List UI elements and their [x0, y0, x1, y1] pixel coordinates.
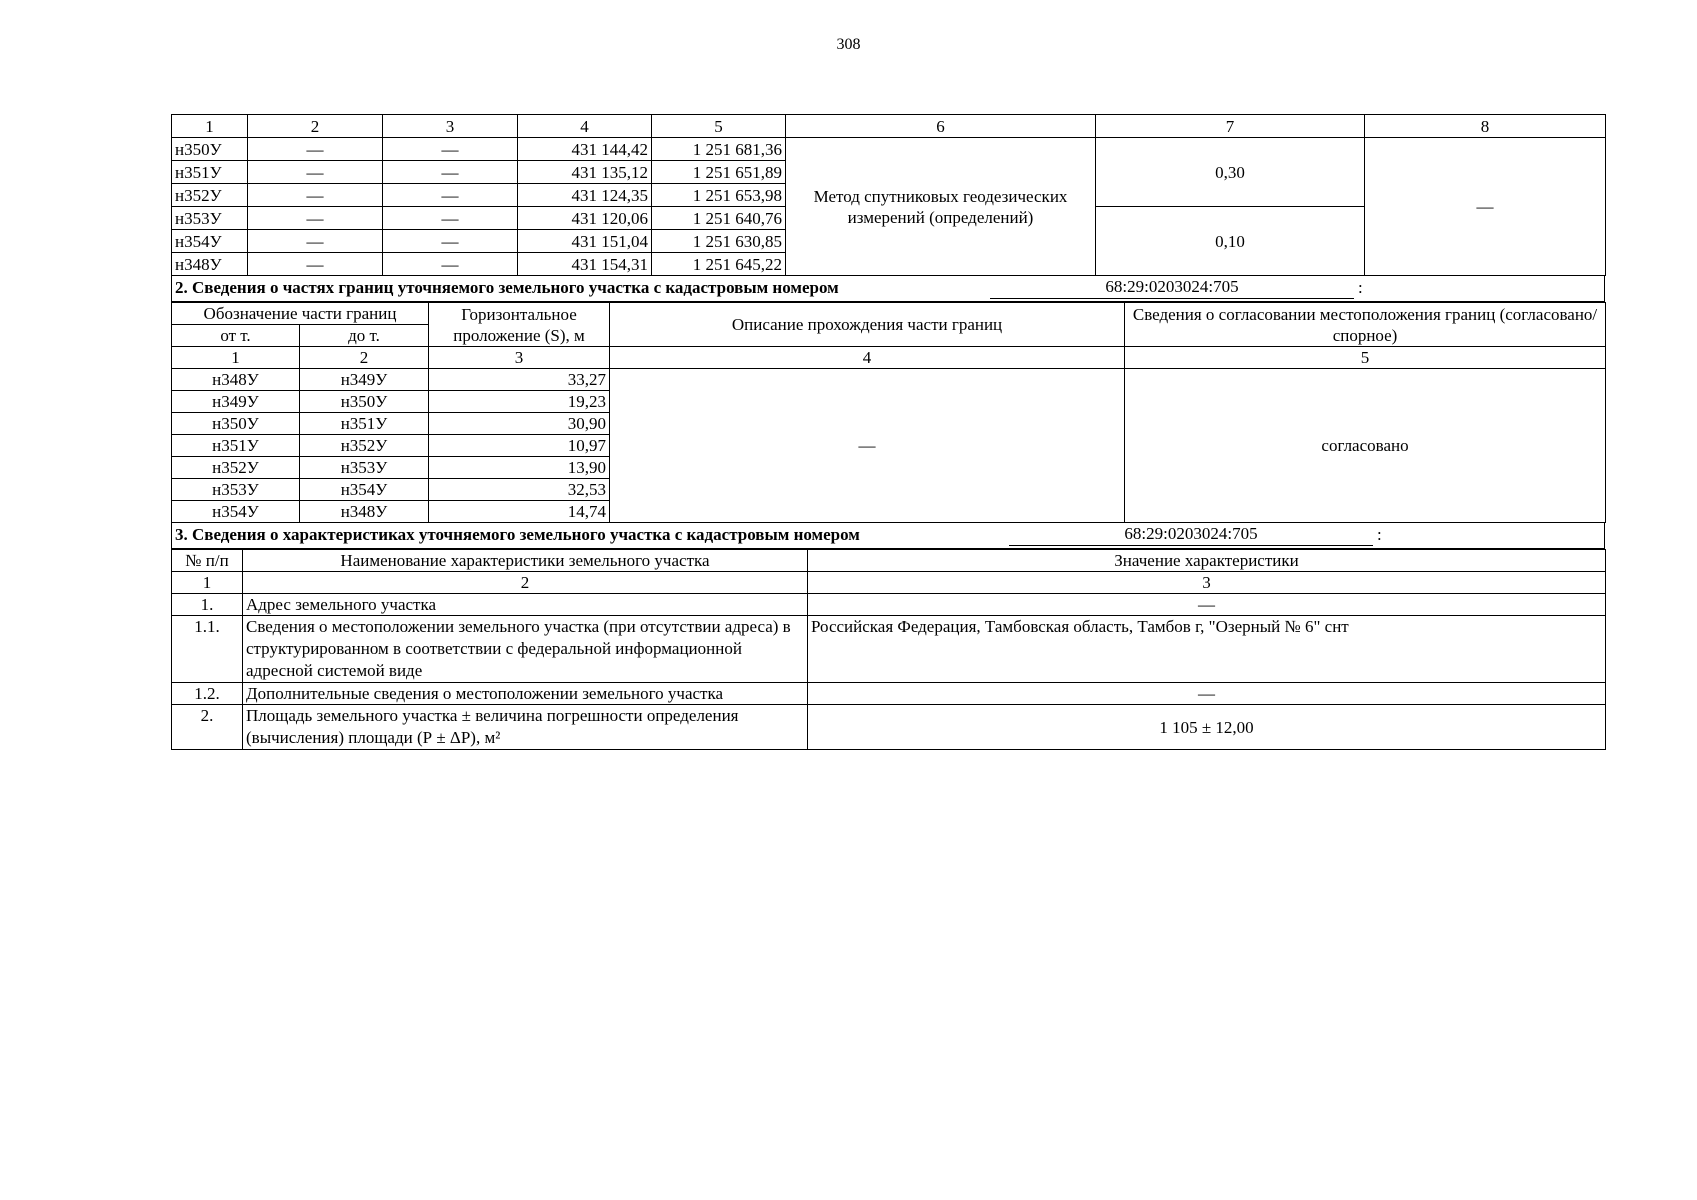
- characteristics-number-row: [172, 572, 1606, 594]
- section2-colon: :: [1358, 278, 1363, 297]
- point-name: н354У: [172, 230, 248, 253]
- table-row: [172, 705, 1606, 750]
- characteristic-value: —: [808, 594, 1606, 616]
- cell-dash: —: [383, 207, 518, 230]
- col-header: 8: [1365, 115, 1606, 138]
- point-name: н351У: [172, 161, 248, 184]
- characteristic-value: —: [808, 683, 1606, 705]
- length-value: 30,90: [429, 413, 610, 435]
- coordinates-header-row: [172, 115, 1606, 138]
- col-header: 4: [518, 115, 652, 138]
- characteristic-name: Площадь земельного участка ± величина погрешности определения (вычисления) площади (Р ± ΔР), м²: [243, 705, 808, 750]
- coordinates-table: [171, 114, 1606, 276]
- coord-y: 1 251 630,85: [652, 230, 786, 253]
- coord-x: 431 135,12: [518, 161, 652, 184]
- cell-dash: —: [248, 207, 383, 230]
- to-point: н354У: [300, 479, 429, 501]
- col-number: 3: [429, 347, 610, 369]
- to-point: н351У: [300, 413, 429, 435]
- characteristics-table: [171, 549, 1606, 750]
- coord-x: 431 151,04: [518, 230, 652, 253]
- cell-dash: —: [248, 253, 383, 276]
- col-number: 5: [1125, 347, 1606, 369]
- header-name: Наименование характеристики земельного участка: [243, 550, 808, 572]
- col-header: 6: [786, 115, 1096, 138]
- coord-x: 431 144,42: [518, 138, 652, 161]
- cell-dash: —: [383, 138, 518, 161]
- row-number: 2.: [172, 705, 243, 750]
- section3-heading: [171, 523, 1605, 549]
- page-number: 308: [836, 36, 861, 53]
- length-value: 10,97: [429, 435, 610, 457]
- point-name: н353У: [172, 207, 248, 230]
- to-point: н353У: [300, 457, 429, 479]
- section3-cadastral-number: 68:29:0203024:705: [1009, 524, 1373, 546]
- coord-x: 431 124,35: [518, 184, 652, 207]
- length-value: 32,53: [429, 479, 610, 501]
- boundary-number-row: [172, 347, 1606, 369]
- length-value: 13,90: [429, 457, 610, 479]
- coord-y: 1 251 645,22: [652, 253, 786, 276]
- method-cell: Метод спутниковых геодезических измерений (определений): [786, 138, 1096, 276]
- to-point: н349У: [300, 369, 429, 391]
- to-point: н348У: [300, 501, 429, 523]
- cell-dash: —: [383, 253, 518, 276]
- header-length: Горизонтальное проложение (S), м: [429, 303, 610, 347]
- coord-y: 1 251 651,89: [652, 161, 786, 184]
- cell-dash: —: [383, 230, 518, 253]
- accuracy-cell: 0,10: [1096, 207, 1365, 276]
- header-to: до т.: [300, 325, 429, 347]
- row-number: 1.: [172, 594, 243, 616]
- header-agreement: Сведения о согласовании местоположения границ (согласовано/спорное): [1125, 303, 1606, 347]
- header-number: № п/п: [172, 550, 243, 572]
- description-cell: —: [610, 369, 1125, 523]
- to-point: н350У: [300, 391, 429, 413]
- from-point: н349У: [172, 391, 300, 413]
- from-point: н351У: [172, 435, 300, 457]
- characteristic-value: 1 105 ± 12,00: [808, 705, 1606, 750]
- coord-y: 1 251 653,98: [652, 184, 786, 207]
- section3-title: 3. Сведения о характеристиках уточняемого земельного участка с кадастровым номером: [175, 525, 860, 544]
- characteristic-name: Адрес земельного участка: [243, 594, 808, 616]
- from-point: н348У: [172, 369, 300, 391]
- col-number: 4: [610, 347, 1125, 369]
- table-row: [172, 594, 1606, 616]
- header-description: Описание прохождения части границ: [610, 303, 1125, 347]
- table-row: [172, 683, 1606, 705]
- header-part: Обозначение части границ: [172, 303, 429, 325]
- section2-heading: [171, 276, 1605, 302]
- table-row: [172, 138, 1606, 161]
- from-point: н354У: [172, 501, 300, 523]
- col-number: 2: [243, 572, 808, 594]
- section2-title: 2. Сведения о частях границ уточняемого земельного участка с кадастровым номером: [175, 278, 839, 297]
- col-header: 7: [1096, 115, 1365, 138]
- coord-y: 1 251 640,76: [652, 207, 786, 230]
- header-from: от т.: [172, 325, 300, 347]
- characteristics-header-row: [172, 550, 1606, 572]
- col-number: 1: [172, 572, 243, 594]
- length-value: 19,23: [429, 391, 610, 413]
- boundary-parts-table: [171, 302, 1606, 523]
- section3-colon: :: [1377, 525, 1382, 544]
- coord-x: 431 154,31: [518, 253, 652, 276]
- from-point: н352У: [172, 457, 300, 479]
- cell-dash: —: [248, 230, 383, 253]
- section2-cadastral-number: 68:29:0203024:705: [990, 277, 1354, 299]
- to-point: н352У: [300, 435, 429, 457]
- col-number: 2: [300, 347, 429, 369]
- point-name: н352У: [172, 184, 248, 207]
- row-number: 1.2.: [172, 683, 243, 705]
- length-value: 14,74: [429, 501, 610, 523]
- from-point: н350У: [172, 413, 300, 435]
- header-value: Значение характеристики: [808, 550, 1606, 572]
- characteristic-name: Сведения о местоположении земельного участка (при отсутствии адреса) в структурированном в соответствии с федеральной информационной адресной системой виде: [243, 616, 808, 683]
- agreement-cell: согласовано: [1125, 369, 1606, 523]
- col-header: 5: [652, 115, 786, 138]
- point-name: н348У: [172, 253, 248, 276]
- table-row: [172, 369, 1606, 391]
- boundary-header-row: [172, 303, 1606, 325]
- length-value: 33,27: [429, 369, 610, 391]
- from-point: н353У: [172, 479, 300, 501]
- col-number: 3: [808, 572, 1606, 594]
- row-number: 1.1.: [172, 616, 243, 683]
- accuracy-cell: 0,30: [1096, 138, 1365, 207]
- cell-dash: —: [248, 161, 383, 184]
- coord-x: 431 120,06: [518, 207, 652, 230]
- cell-dash: —: [248, 184, 383, 207]
- characteristic-name: Дополнительные сведения о местоположении земельного участка: [243, 683, 808, 705]
- cell-dash: —: [383, 161, 518, 184]
- characteristic-value: Российская Федерация, Тамбовская область, Тамбов г, "Озерный № 6" снт: [808, 616, 1606, 683]
- col-header: 2: [248, 115, 383, 138]
- col-header: 1: [172, 115, 248, 138]
- cell-dash: —: [383, 184, 518, 207]
- col-number: 1: [172, 347, 300, 369]
- cell-dash: —: [248, 138, 383, 161]
- document-body: [171, 114, 1605, 750]
- col-header: 3: [383, 115, 518, 138]
- table-row: [172, 616, 1606, 683]
- col8-cell: —: [1365, 138, 1606, 276]
- point-name: н350У: [172, 138, 248, 161]
- coord-y: 1 251 681,36: [652, 138, 786, 161]
